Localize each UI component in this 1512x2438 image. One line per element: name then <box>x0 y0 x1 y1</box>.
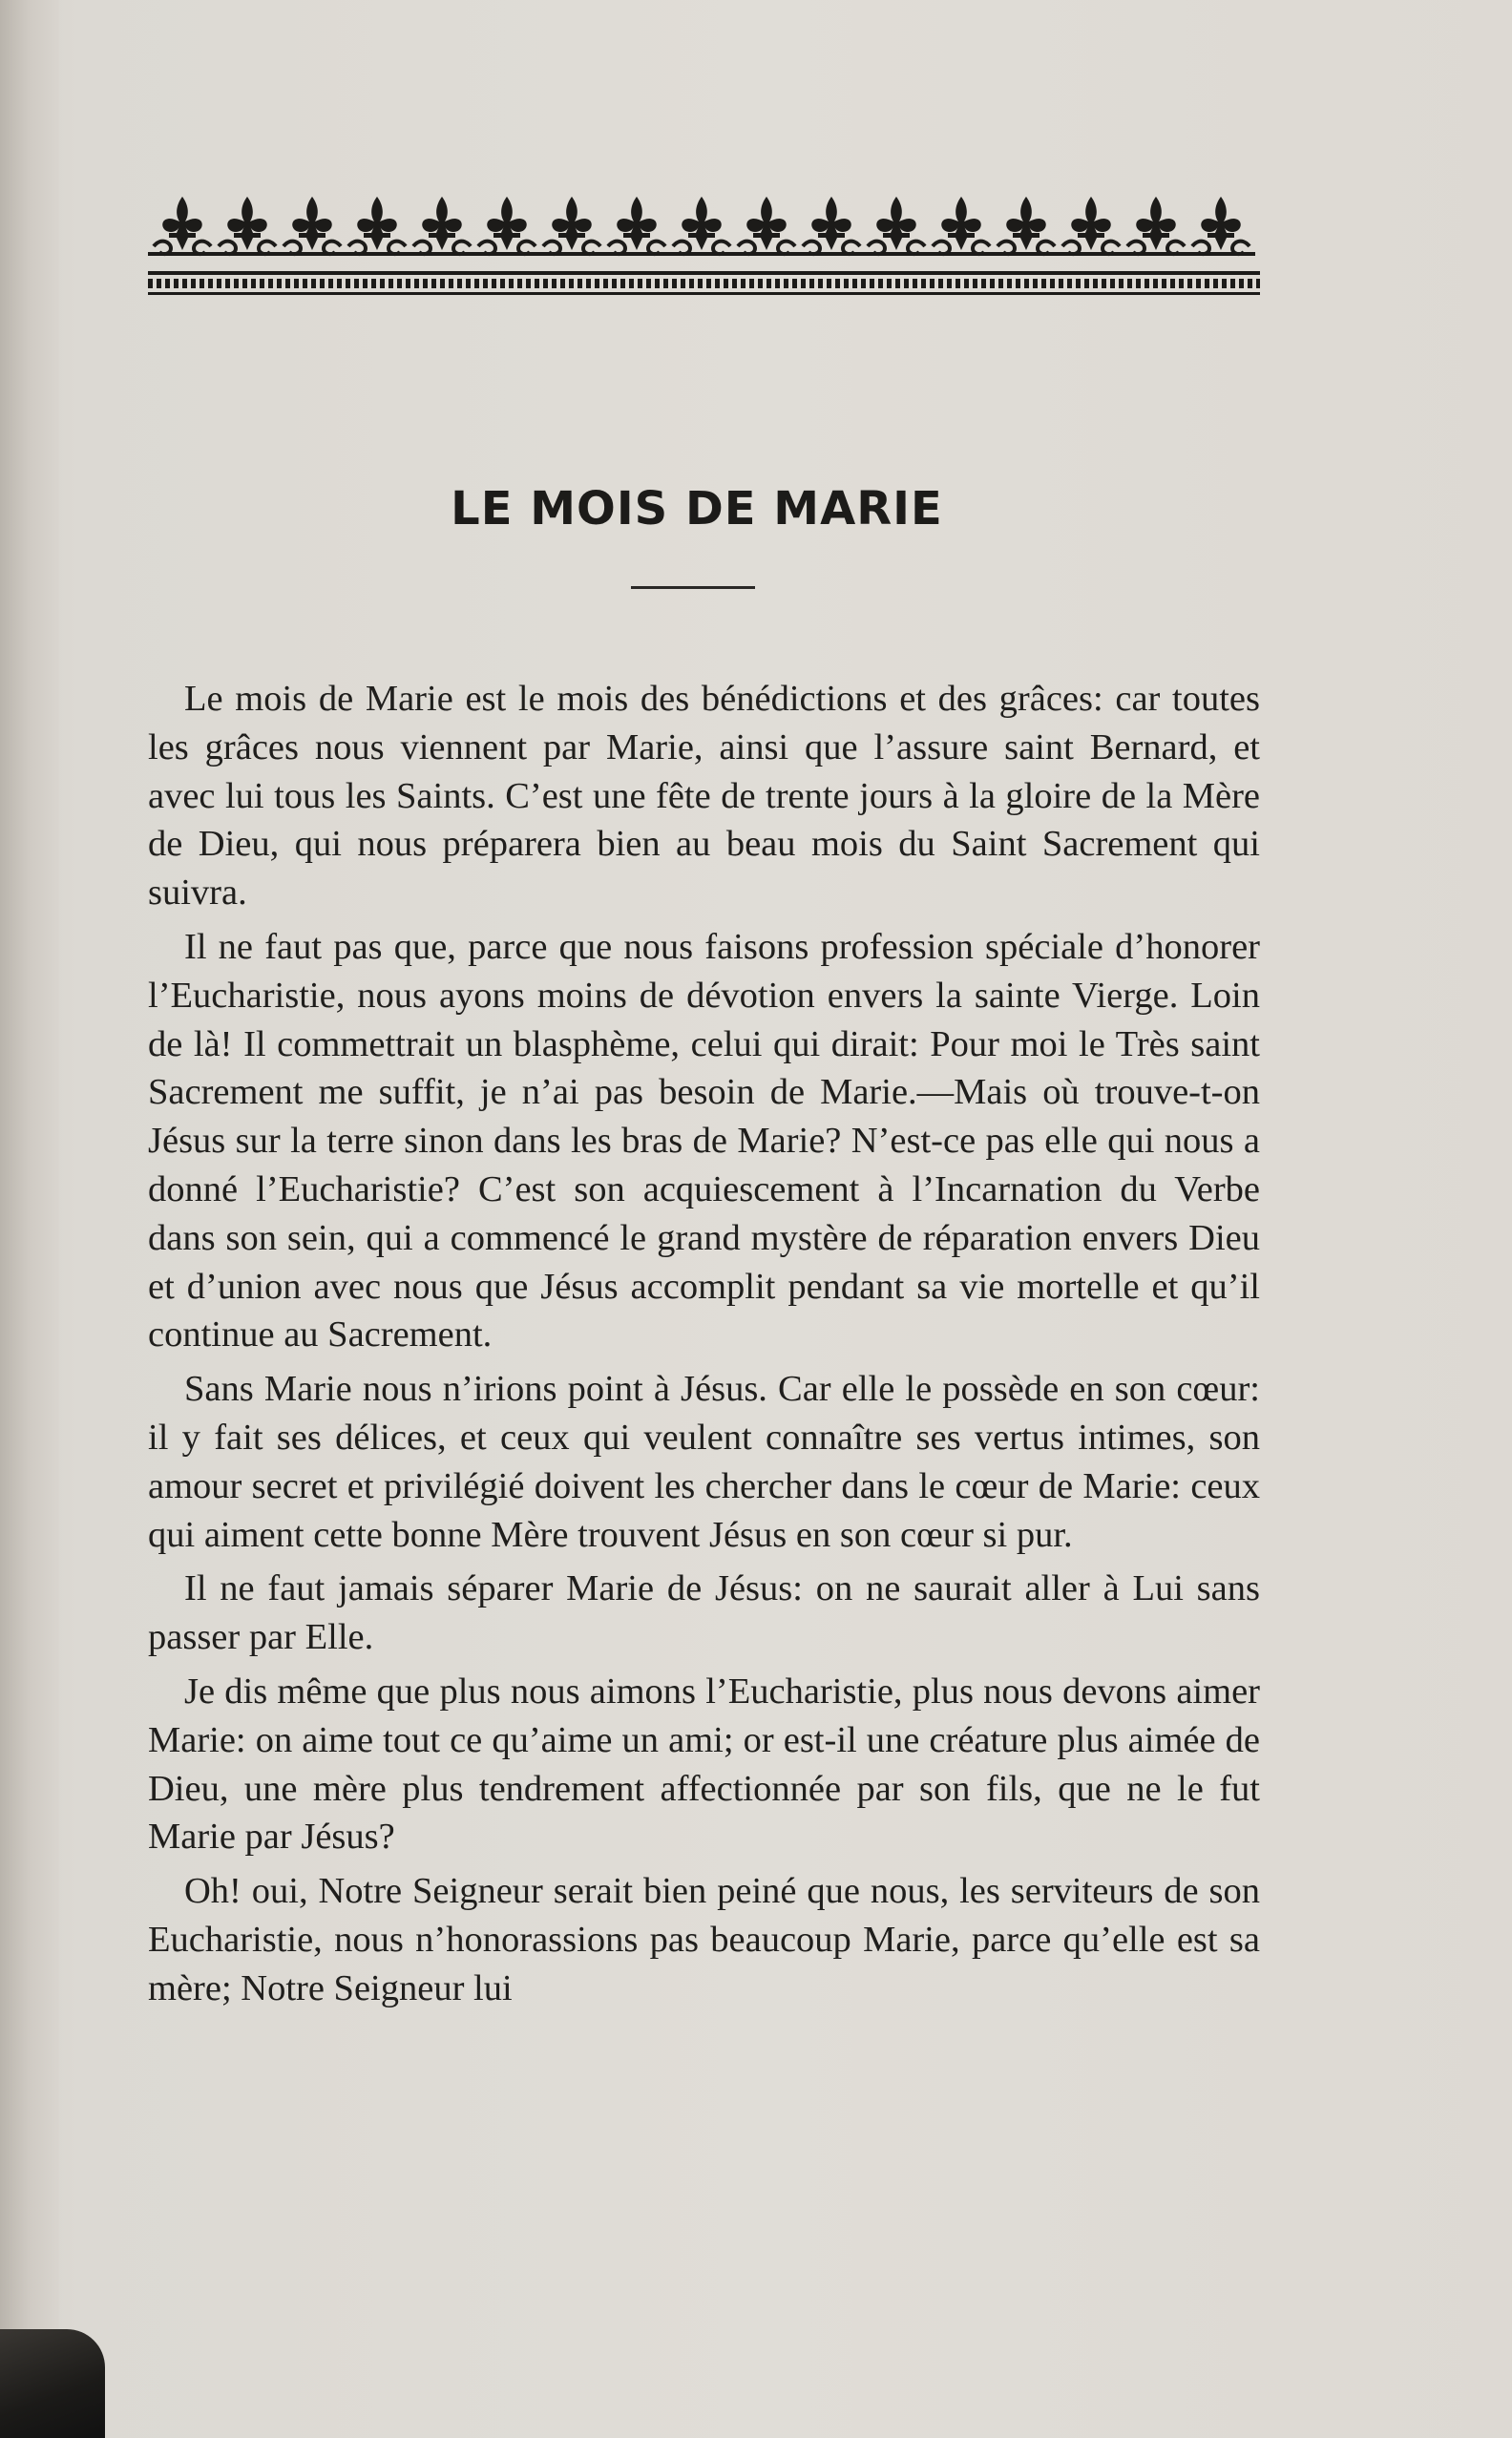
paragraph: Il ne faut jamais séparer Marie de Jésus: on ne saurait aller à Lui sans passer par Elle. <box>148 1568 1260 1658</box>
fleur-de-lis-border-icon <box>148 191 1260 305</box>
title-divider <box>631 586 755 589</box>
page-corner-shadow <box>0 2329 105 2438</box>
page-title: LE MOIS DE MARIE <box>451 482 943 536</box>
paragraph: Oh! oui, Notre Seigneur serait bien peiné que nous, les serviteurs de son Eucharistie, nous n’honorassions pas beaucoup Marie, parce qu’elle est sa mère; Notre Seigneur lui <box>148 1871 1260 2008</box>
paragraph: Il ne faut pas que, parce que nous faisons profession spéciale d’honorer l’Eucharistie, nous ayons moins de dévotion envers la sainte Vierge. Loin de là! Il commettrait un blasphème, celui qui dirait: Pour moi le Très saint Sacrement me suffit, je n’ai pas besoin de Marie.—Mais où trouve-t-on Jésus sur la terre sinon dans les bras de Marie? N’est-ce pas elle qui nous a donné l’Eucharistie? C’est son acquiescement à l’Incarnation du Verbe dans son sein, qui a commencé le grand mystère de réparation envers Dieu et d’union avec nous que Jésus accomplit pendant sa vie mortelle et qu’il continue au Sacrement. <box>148 926 1260 1356</box>
paragraph: Sans Marie nous n’irions point à Jésus. Car elle le possède en son cœur: il y fait ses délices, et ceux qui veulent connaître ses vertus intimes, son amour secret et privilégié doivent les chercher dans le cœur de Marie: ceux qui aiment cette bonne Mère trouvent Jésus en son cœur si pur. <box>148 1369 1260 1555</box>
body-text <box>148 675 1260 2013</box>
paragraph: Je dis même que plus nous aimons l’Eucharistie, plus nous devons aimer Marie: on aime tout ce qu’aime un ami; or est-il une créature plus aimée de Dieu, une mère plus tendrement affectionnée par son fils, que ne le fut Marie par Jésus? <box>148 1671 1260 1858</box>
paragraph: Le mois de Marie est le mois des bénédictions et des grâces: car toutes les grâces nous viennent par Marie, ainsi que l’assure saint Bernard, et avec lui tous les Saints. C’est une fête de trente jours à la gloire de la Mère de Dieu, qui nous préparera bien au beau mois du Saint Sacrement qui suivra. <box>148 679 1260 914</box>
book-spine-shadow <box>0 0 59 2438</box>
